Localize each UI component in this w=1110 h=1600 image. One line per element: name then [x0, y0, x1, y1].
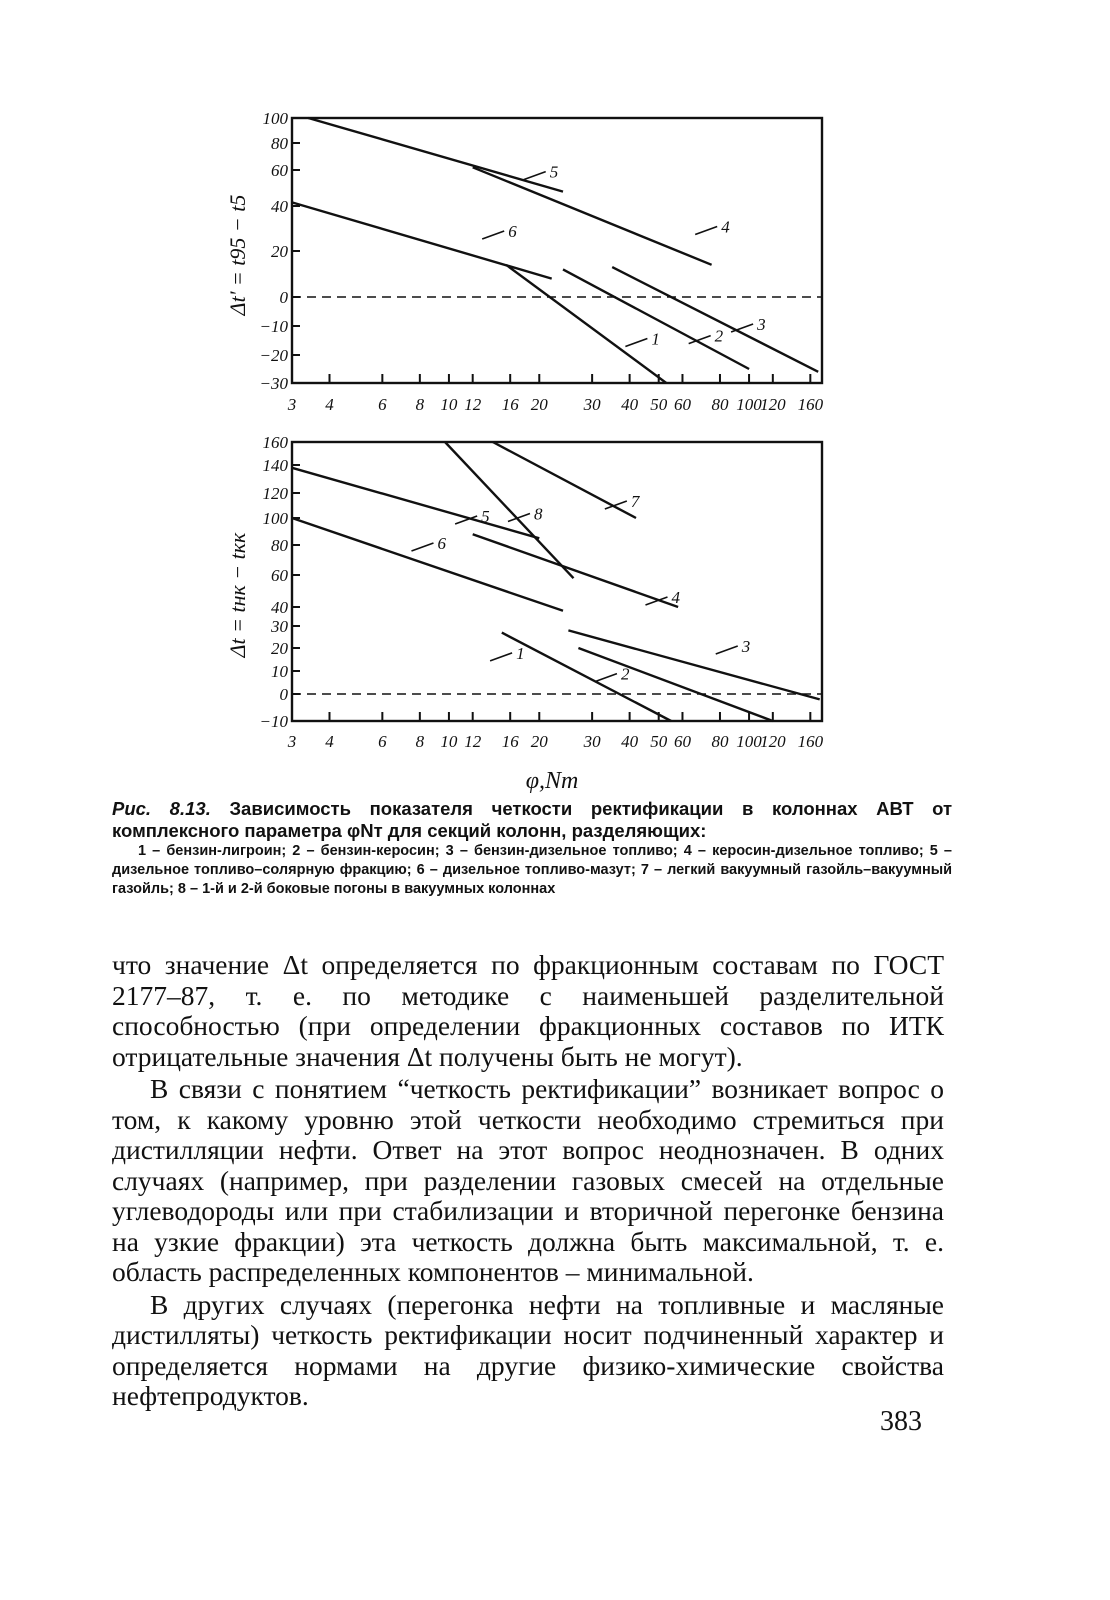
curve-label-leader — [490, 653, 512, 661]
x-tick-label: 6 — [378, 732, 387, 751]
x-tick-label: 100 — [736, 732, 762, 751]
curve-label: 1 — [651, 329, 660, 349]
y-tick-label: −20 — [259, 346, 288, 365]
curve-label-leader — [716, 646, 738, 654]
y-tick-label: 80 — [271, 536, 288, 555]
chart-top-clarity-95-5 — [0, 0, 1110, 420]
curve-label: 1 — [516, 643, 525, 663]
caption-legend: 1 – бензин-лигроин; 2 – бензин-керосин; 3 – бензин-дизельное топливо; 4 – керосин-дизельное топливо; 5 – дизельное топливо–солярную фракцию; 6 – дизельное топливо-мазут; 7 – легкий вакуумный газойль–вакуумный газойль; 8 – 1-й и 2-й боковые погоны в вакуумных колоннах — [112, 843, 952, 897]
x-tick-label: 20 — [530, 395, 548, 414]
curve-label-leader — [524, 172, 546, 180]
x-tick-label: 30 — [583, 732, 601, 751]
curve-label: 2 — [620, 664, 630, 684]
y-axis-label: Δt = tнк − tкк — [225, 532, 250, 658]
curve-label: 7 — [630, 492, 640, 511]
x-tick-label: 3 — [287, 732, 297, 751]
x-tick-label: 50 — [650, 732, 668, 751]
plot-frame — [292, 118, 822, 383]
series-line-6 — [292, 518, 563, 611]
y-tick-label: 100 — [262, 109, 288, 128]
curve-label: 3 — [741, 637, 751, 656]
y-tick-label: 30 — [271, 617, 288, 636]
x-tick-label: 8 — [415, 732, 425, 751]
y-tick-label: −10 — [259, 712, 288, 731]
curve-label: 3 — [757, 315, 766, 334]
x-tick-label: 40 — [621, 395, 639, 414]
series-line-8 — [445, 442, 574, 578]
x-tick-label: 20 — [530, 732, 548, 751]
x-tick-label: 16 — [501, 732, 519, 751]
x-tick-label: 10 — [440, 395, 458, 414]
x-tick-label: 4 — [325, 732, 334, 751]
body-text — [112, 950, 944, 1412]
y-tick-label: 20 — [271, 639, 288, 658]
series-line-3 — [568, 630, 819, 699]
x-tick-label: 10 — [440, 732, 458, 751]
curve-label: 4 — [721, 217, 730, 237]
x-tick-label: 16 — [501, 395, 519, 414]
x-tick-label: 60 — [673, 732, 691, 751]
curve-label-leader — [625, 339, 647, 347]
curve-label: 8 — [533, 504, 543, 524]
curve-label-leader — [411, 543, 433, 551]
x-tick-label: 160 — [797, 732, 824, 751]
x-tick-label: 120 — [760, 732, 786, 751]
y-tick-label: −30 — [259, 374, 288, 393]
y-tick-label: 0 — [279, 288, 288, 307]
x-tick-label: 30 — [583, 395, 601, 414]
curve-label: 6 — [508, 222, 517, 241]
y-tick-label: 10 — [271, 662, 288, 681]
series-line-5 — [308, 118, 563, 192]
y-tick-label: 40 — [271, 598, 288, 617]
curve-label: 4 — [671, 588, 680, 607]
paragraph-2: В связи с понятием “четкость ректификации” возникает вопрос о том, к какому уровню этой четкости необходимо стремиться при дистилляции нефти. Ответ на этот вопрос неоднозначен. В одних случаях (например, при разделении газовых смесей на отдельные углеводороды или при стабилизации и вторичной перегонке бензина на узкие фракции) эта четкость должна быть максимальной, т. е. область распределенных компонентов – минимальной. — [112, 1073, 944, 1287]
y-tick-label: 60 — [271, 161, 288, 180]
y-tick-label: 140 — [262, 456, 288, 475]
y-tick-label: 20 — [271, 242, 288, 261]
y-tick-label: 80 — [271, 134, 288, 153]
curve-label-leader — [482, 231, 504, 239]
x-tick-label: 80 — [711, 395, 729, 414]
x-tick-label: 160 — [797, 395, 824, 414]
series-line-4 — [473, 534, 678, 607]
x-tick-label: 8 — [415, 395, 425, 414]
x-tick-label: 100 — [736, 395, 762, 414]
y-tick-label: 120 — [262, 484, 288, 503]
series-line-1 — [502, 633, 671, 721]
curve-label-leader — [695, 227, 717, 235]
y-tick-label: 40 — [271, 197, 288, 216]
figure-caption — [112, 798, 952, 899]
figure-label: Рис. 8.13. — [112, 798, 211, 819]
y-tick-label: 160 — [262, 433, 288, 452]
paragraph-1: что значение Δt определяется по фракционным составам по ГОСТ 2177–87, т. е. по методике с наименьшей разделительной способностью (при определении фракционных составов по ИТК отрицательные значения Δt получены быть не могут). — [112, 949, 944, 1072]
curve-label: 6 — [437, 534, 446, 553]
series-line-2 — [563, 269, 749, 369]
series-line-3 — [612, 267, 818, 372]
x-tick-label: 3 — [287, 395, 297, 414]
y-axis-label: Δt' = t95 − t5 — [225, 194, 250, 316]
curve-label: 5 — [481, 507, 490, 526]
x-tick-label: 50 — [650, 395, 668, 414]
x-tick-label: 4 — [325, 395, 334, 414]
chart-bottom-clarity-ibp-ep — [0, 420, 1110, 800]
curve-label-leader — [595, 674, 617, 682]
page-number: 383 — [880, 1406, 922, 1437]
x-tick-label: 60 — [673, 395, 691, 414]
series-line-4 — [473, 167, 712, 264]
x-tick-label: 120 — [760, 395, 786, 414]
curve-label: 2 — [714, 326, 724, 346]
y-tick-label: 0 — [279, 685, 288, 704]
x-tick-label: 6 — [378, 395, 387, 414]
y-tick-label: −10 — [259, 317, 288, 336]
series-line-7 — [493, 442, 636, 518]
x-tick-label: 12 — [464, 395, 482, 414]
x-tick-label: 12 — [464, 732, 482, 751]
y-tick-label: 100 — [262, 509, 288, 528]
caption-heading — [112, 798, 952, 842]
x-axis-title: φ,Nт — [525, 768, 579, 794]
caption-title: Зависимость показателя четкости ректификации в колоннах АВТ от комплексного параметра φNт для секций колонн, разделяющих: — [112, 798, 953, 841]
y-tick-label: 60 — [271, 566, 288, 585]
paragraph-3: В других случаях (перегонка нефти на топливные и масляные дистилляты) четкость ректификации носит подчиненный характер и определяется нормами на другие физико-химические свойства нефтепродуктов. — [112, 1288, 944, 1411]
x-tick-label: 40 — [621, 732, 639, 751]
curve-label: 5 — [549, 162, 559, 182]
x-tick-label: 80 — [711, 732, 729, 751]
